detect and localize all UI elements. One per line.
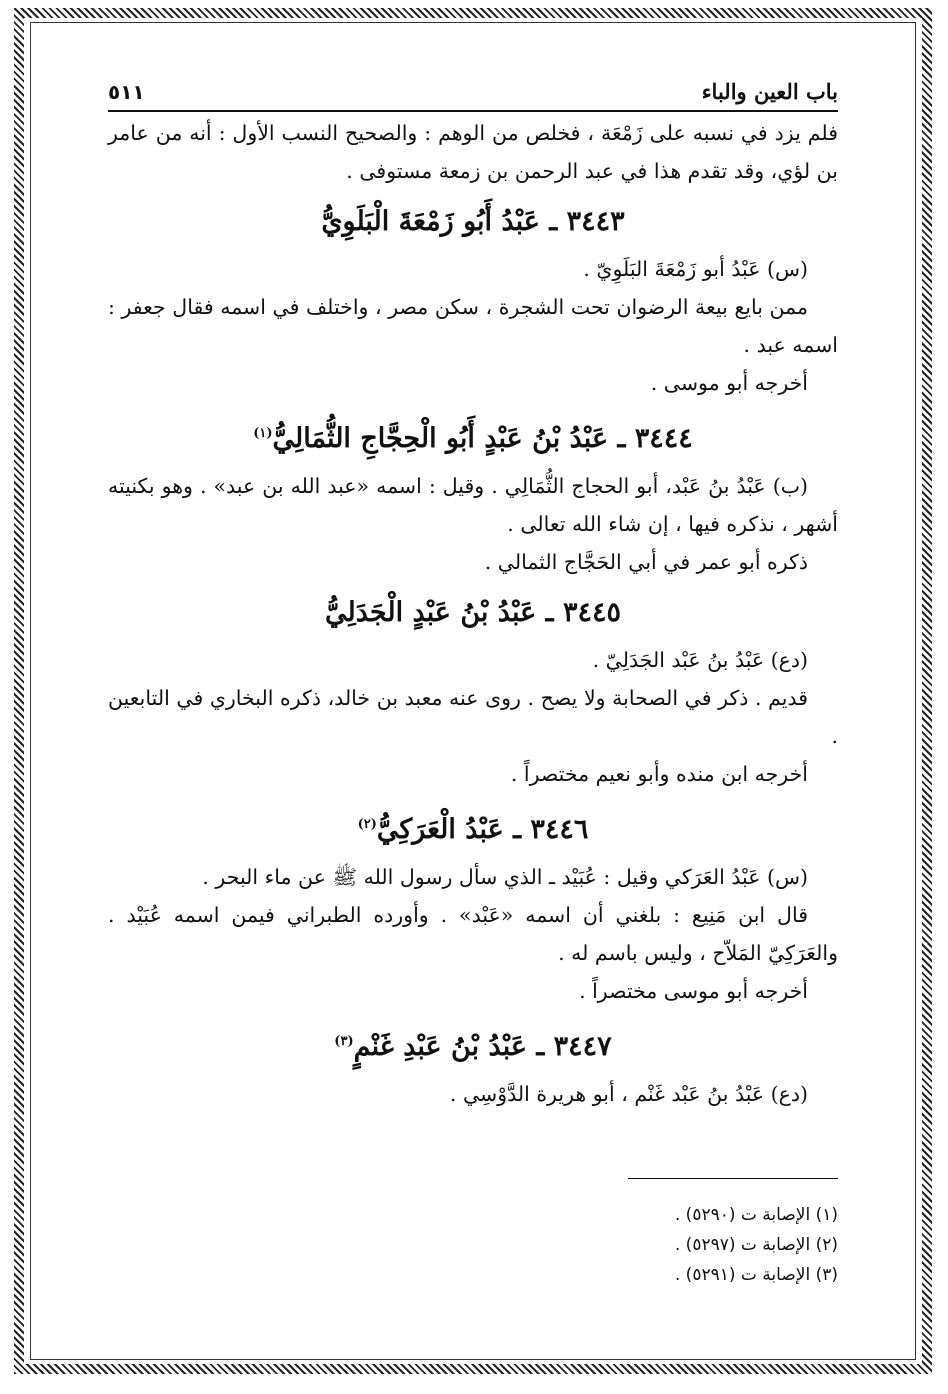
entry-3443-line: ممن بايع بيعة الرضوان تحت الشجرة ، سكن مصر ، واختلف في اسمه فقال جعفر : اسمه عبد .: [108, 295, 838, 357]
page-number: ٥١١: [108, 80, 145, 104]
entry-3444-line: (ب) عَبْدُ بنُ عَبْد، أبو الحجاج الثُّمَالِي . وقيل : اسمه «عبد الله بن عبد» . وهو بكنيته أشهر ، نذكره فيها ، إن شاء الله تعالى .: [108, 474, 838, 536]
footnotes: [108, 1200, 838, 1290]
chapter-title: باب العين والباء: [701, 79, 838, 104]
footnote: (٢) الإصابة ت (٥٢٩٧) .: [674, 1235, 838, 1255]
entry-heading-3443: ٣٤٤٣ ـ عَبْدُ أَبُو زَمْعَةَ الْبَلَوِيُّ: [321, 206, 625, 237]
entry-3443-line: (س) عَبْدُ أبو زَمْعَةَ البَلَوِيّ .: [583, 257, 808, 281]
footnote-divider: [628, 1178, 838, 1179]
page-content: [108, 78, 838, 1348]
running-head: [108, 78, 838, 112]
entry-3445-line: أخرجه ابن منده وأبو نعيم مختصراً .: [510, 762, 808, 786]
entry-3446-line: (س) عَبْدُ العَرَكي وقيل : عُبَيْد ـ الذي سأل رسول الله ﷺ عن ماء البحر .: [202, 865, 808, 889]
entry-3446-line: قال ابن مَنِيع : بلغني أن اسمه «عَبْد» . وأورده الطبراني فيمن اسمه عُبَيْد . والعَرَكِيّ المَلاّح ، وليس باسم له .: [108, 903, 838, 965]
entry-3444-line: ذكره أبو عمر في أبي الحَجَّاج الثمالي .: [484, 550, 808, 574]
footnote: (٣) الإصابة ت (٥٢٩١) .: [674, 1265, 838, 1285]
entry-heading-3444: ٣٤٤٤ ـ عَبْدُ بْنُ عَبْدٍ أَبُو الْحِجَّاجِ الثُّمَالِيُّ$^{(١)}$: [253, 423, 693, 454]
entry-heading-3447: ٣٤٤٧ ـ عَبْدُ بْنُ عَبْدِ غَنْمٍ$^{(٣)}$: [334, 1031, 612, 1062]
entry-3446-line: أخرجه أبو موسى مختصراً .: [579, 979, 808, 1003]
entry-3445-line: قديم . ذكر في الصحابة ولا يصح . روى عنه معبد بن خالد، ذكره البخاري في التابعين .: [108, 686, 838, 748]
entry-heading-3446: ٣٤٤٦ ـ عَبْدُ الْعَرَكِيُّ$^{(٢)}$: [357, 814, 589, 845]
footnote-marker: (٢): [357, 817, 377, 832]
footnote-marker: (١): [253, 426, 273, 441]
entry-3443-line: أخرجه أبو موسى .: [650, 371, 808, 395]
footnote: (١) الإصابة ت (٥٢٩٠) .: [674, 1205, 838, 1225]
footnote-marker: (٣): [334, 1034, 354, 1049]
entry-heading-3445: ٣٤٤٥ ـ عَبْدُ بْنُ عَبْدٍ الْجَدَلِيُّ: [325, 597, 621, 628]
paragraph-continuation: فلم يزد في نسبه على زَمْعَة ، فخلص من الوهم : والصحيح النسب الأول : أنه من عامر بن لؤي، وقد تقدم هذا في عبد الرحمن بن زمعة مستوفى .: [108, 121, 838, 183]
entry-3445-line: (دع) عَبْدُ بنُ عَبْد الجَدَلِيّ .: [592, 648, 808, 672]
entry-3447-line: (دع) عَبْدُ بنُ عَبْد غَنْم ، أبو هريرة الدَّوْسِي .: [449, 1082, 808, 1106]
